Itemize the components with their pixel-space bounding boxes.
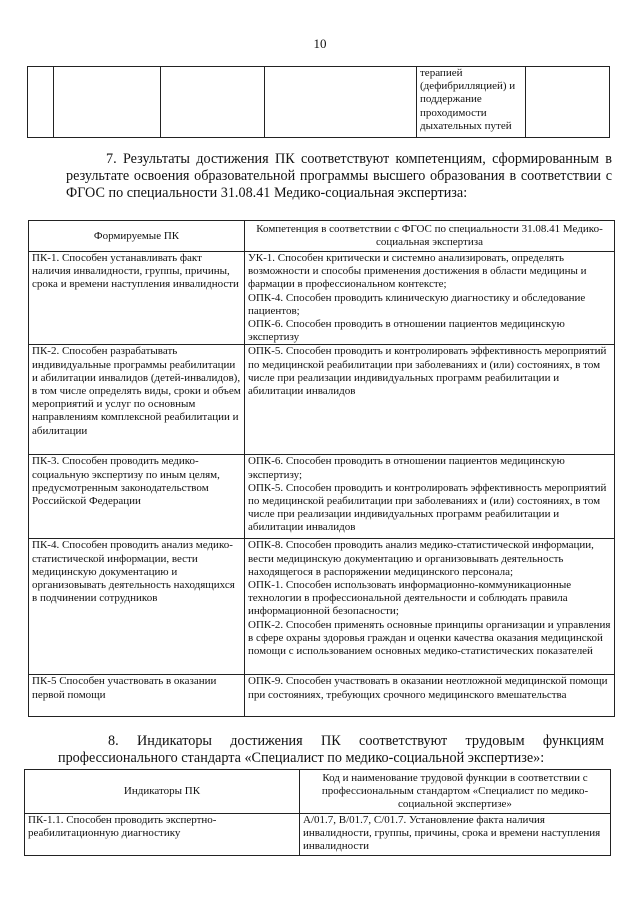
table-row (25, 814, 611, 856)
table-row (29, 455, 615, 539)
competency-cell (245, 539, 615, 675)
table-row (29, 252, 615, 345)
table-cell (28, 67, 54, 138)
competency-item: ОПК-6. Способен проводить в отношении пациентов медицинскую экспертизу (248, 318, 565, 344)
competency-item: ОПК-8. Способен проводить анализ медико-статистической информации, вести медицинскую документацию и организовывать деятельность находящегося в распоряжении медицинского персонала; (248, 539, 594, 578)
pk-cell: ПК-5 Способен участвовать в оказании первой помощи (29, 675, 245, 717)
competency-item: ОПК-6. Способен проводить в отношении пациентов медицинскую экспертизу; (248, 455, 565, 481)
pk-cell: ПК-2. Способен разрабатывать индивидуальные программы реабилитации и абилитации инвалидов (детей-инвалидов), в том числе определять виды, сроки и объем мероприятий и услуг по основным направлениям комплексной реабилитации и абилитации (29, 345, 245, 455)
table-cell (54, 67, 161, 138)
indicator-cell: ПК-1.1. Способен проводить экспертно-реабилитационную диагностику (25, 814, 300, 856)
competency-item: ОПК-2. Способен применять основные принципы организации и управления в сфере охраны здоровья граждан и оценки качества оказания медицинской помощи с использованием основных медико-статистических показателей (248, 618, 611, 658)
labor-function-cell: А/01.7, В/01.7, С/01.7. Установление факта наличия инвалидности, группы, причины, срока и времени наступления инвалидности (300, 814, 611, 856)
competency-item: ОПК-5. Способен проводить и контролировать эффективность мероприятий по медицинской реабилитации при заболеваниях и (или) состояниях, в том числе при реализации индивидуальных программ реабилитации и абилитации инвалидов (248, 481, 607, 534)
pk-cell: ПК-3. Способен проводить медико-социальную экспертизу по иным целям, предусмотренным законодательством Российской Федерации (29, 455, 245, 539)
cell-line: поддержание (420, 93, 482, 106)
indicator-table (24, 769, 611, 856)
competency-cell (245, 675, 615, 717)
table-cell (161, 67, 265, 138)
table-header-row (29, 221, 615, 252)
competency-cell (245, 252, 615, 345)
table-row (28, 67, 610, 138)
page-number: 10 (313, 36, 327, 51)
table-row (29, 539, 615, 675)
column-header-labor-function: Код и наименование трудовой функции в соответствии с профессиональным стандартом «Специалист по медико-социальной экспертизе» (300, 770, 611, 814)
table-cell-procedure (417, 67, 526, 138)
competency-item: УК-1. Способен критически и системно анализировать, определять возможности и способы применения достижения в области медицины и фармации в профессиональном контексте; (248, 252, 587, 291)
cell-line: проходимости (420, 106, 487, 119)
competency-item: ОПК-5. Способен проводить и контролировать эффективность мероприятий по медицинской реабилитации при заболеваниях и (или) состояниях, в том числе при реализации индивидуальных программ реабилитации и абилитации инвалидов (248, 345, 607, 398)
column-header-pk: Формируемые ПК (29, 221, 245, 252)
cell-line: (дефибрилляцией) и (420, 80, 516, 93)
competency-item: ОПК-9. Способен участвовать в оказании неотложной медицинской помощи при состояниях, требующих срочного медицинского вмешательства (248, 675, 608, 701)
section-7-heading: 7. Результаты достижения ПК соответствуют компетенциям, сформированным в результате освоения образовательной программы высшего образования в соответствии с ФГОС по специальности 31.08.41 Медико-социальная экспертиза: (66, 151, 612, 201)
cell-line: терапией (420, 67, 463, 79)
pk-cell: ПК-4. Способен проводить анализ медико-статистической информации, вести медицинскую документацию и организовывать деятельность находящихся в подчинении сотрудников (29, 539, 245, 675)
cell-line: дыхательных путей (420, 119, 512, 132)
column-header-competency: Компетенция в соответствии с ФГОС по специальности 31.08.41 Медико-социальная экспертиза (245, 221, 615, 252)
table-row (29, 675, 615, 717)
table-header-row (25, 770, 611, 814)
continuation-table (27, 66, 610, 138)
column-header-indicator: Индикаторы ПК (25, 770, 300, 814)
pk-competency-table (28, 220, 615, 717)
competency-cell (245, 455, 615, 539)
competency-item: ОПК-4. Способен проводить клиническую диагностику и обследование пациентов; (248, 291, 586, 317)
table-cell (526, 67, 610, 138)
pk-cell: ПК-1. Способен устанавливать факт наличия инвалидности, группы, причины, срока и времени наступления инвалидности (29, 252, 245, 345)
section-8-heading: 8. Индикаторы достижения ПК соответствуют трудовым функциям профессионального стандарта «Специалист по медико-социальной экспертизе»: (58, 733, 604, 766)
table-cell (265, 67, 417, 138)
competency-cell (245, 345, 615, 455)
competency-item: ОПК-1. Способен использовать информационно-коммуникационные технологии в профессиональной деятельности и соблюдать правила информационной безопасности; (248, 579, 572, 618)
table-row (29, 345, 615, 455)
